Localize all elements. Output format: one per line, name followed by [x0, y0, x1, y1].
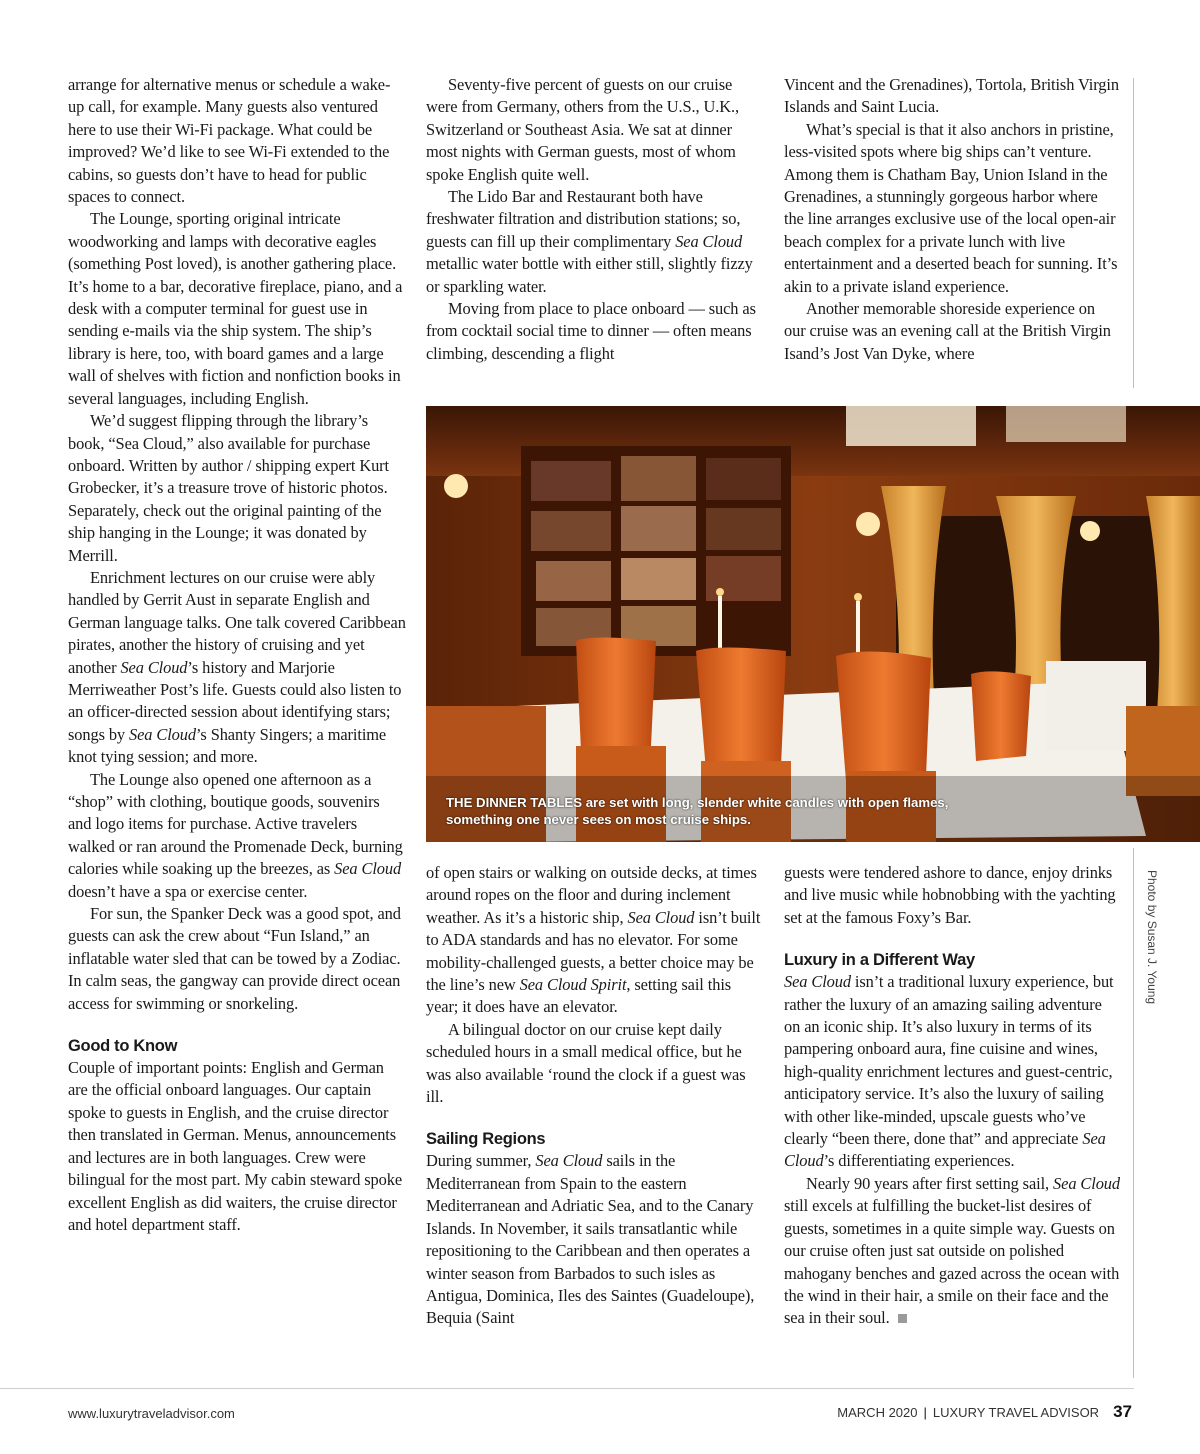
column-divider: [1133, 78, 1134, 388]
paragraph: Enrichment lectures on our cruise were ably handled by Gerrit Aust in separate English and German language talks. One talk covered Caribbean pirates, another the history of cruising and yet another Sea Cloud’s history and Marjorie Merriweather Post’s life. Guests could also listen to an officer-directed session about identifying stars; songs by Sea Cloud’s Shanty Singers; a maritime knot tying session; and more.: [68, 567, 406, 767]
paragraph: Vincent and the Grenadines), Tortola, British Virgin Islands and Saint Lucia.: [784, 75, 1119, 117]
page-number: 37: [1113, 1402, 1132, 1421]
footer-separator: |: [923, 1405, 927, 1420]
footer-magazine: LUXURY TRAVEL ADVISOR: [932, 1405, 1100, 1420]
section-heading-good-to-know: Good to Know: [68, 1037, 178, 1056]
photo-caption: THE DINNER TABLES are set with long, slender white candles with open flames, something one never sees on most cruise ships.: [446, 795, 949, 827]
paragraph: Sea Cloud isn’t a traditional luxury experience, but rather the luxury of an amazing sailing adventure on an iconic ship. It’s also luxury in terms of its pampering onboard aura, fine cuisine and wines, high-quality enrichment lectures and guest-centric, anticipatory service. It’s also the luxury of sailing with other like-minded, upscale guests who’ve clearly “been there, done that” and appreciate Sea Cloud’s differentiating experiences.: [784, 972, 1114, 1171]
paragraph: guests were tendered ashore to dance, enjoy drinks and live music while hobnobbing with the yachting set at the famous Foxy’s Bar.: [784, 863, 1116, 927]
paragraph: For sun, the Spanker Deck was a good spot, and guests can ask the crew about “Fun Island,” an inflatable water sled that can be towed by a Zodiac. In calm seas, the gangway can provide direct ocean access for swimming or snorkeling.: [68, 904, 401, 1013]
dining-room-photo: [426, 406, 1200, 842]
paragraph: arrange for alternative menus or schedule a wake-up call, for example. Many guests also ventured here to use their Wi-Fi package. What could be improved? We’d like to see Wi-Fi extended to the cabins, so guests don’t have to head for public spaces to connect.: [68, 75, 391, 207]
photo-credit: Photo by Susan J. Young: [1145, 870, 1159, 1005]
section-heading-sailing-regions: Sailing Regions: [426, 1130, 546, 1149]
paragraph: Another memorable shoreside experience on our cruise was an evening call at the British Virgin Isand’s Jost Van Dyke, where: [784, 299, 1111, 363]
paragraph: The Lounge, sporting original intricate woodworking and lamps with decorative eagles (something Post loved), is another gathering place. It’s home to a bar, decorative fireplace, piano, and a desk with a computer terminal for guest use in sending e-mails via the ship system. The ship’s library is here, too, with board games and a large wall of shelves with fiction and nonfiction books in several languages, including English.: [68, 209, 403, 408]
article-column-1: [68, 74, 406, 1236]
paragraph: What’s special is that it also anchors in pristine, less-visited spots where big ships can’t venture. Among them is Chatham Bay, Union Island in the Grenadines, a stunningly gorgeous harbor where the line arranges exclusive use of the local open-air beach complex for a private lunch with live entertainment and a deserted beach for sunning. It’s akin to a private island experience.: [784, 119, 1118, 296]
paragraph: During summer, Sea Cloud sails in the Mediterranean from Spain to the eastern Mediterranean and Adriatic Sea, and to the Canary Islands. In November, it sails transatlantic while repositioning to the Caribbean and then operates a winter season from Barbados to such isles as Antigua, Dominica, Iles des Saintes (Guadeloupe), Bequia (Saint: [426, 1151, 755, 1328]
article-column-3-bottom: [784, 862, 1120, 1330]
footer-rule: [0, 1388, 1134, 1389]
paragraph: The Lido Bar and Restaurant both have freshwater filtration and distribution stations; so, guests can fill up their complimentary Sea Cloud metallic water bottle with either still, slightly fizzy or sparkling water.: [426, 187, 753, 296]
article-column-2-bottom: [426, 862, 762, 1330]
section-heading-luxury: Luxury in a Different Way: [784, 951, 975, 970]
footer-info: [837, 1402, 1132, 1422]
paragraph: The Lounge also opened one afternoon as a “shop” with clothing, boutique goods, souvenirs and logo items for purchase. Active travelers walked or ran around the Promenade Deck, burning calories while soaking up the breezes, as Sea Cloud doesn’t have a spa or exercise center.: [68, 769, 403, 901]
article-column-2-top: [426, 74, 762, 365]
footer-issue: MARCH 2020: [837, 1405, 918, 1420]
paragraph: A bilingual doctor on our cruise kept daily scheduled hours in a small medical office, but he was also available ‘round the clock if a guest was ill.: [426, 1019, 746, 1107]
paragraph: Nearly 90 years after first setting sail, Sea Cloud still excels at fulfilling the bucket-list desires of guests, sometimes in a quite simple way. Guests on our cruise often just sat outside on polished mahogany benches and gazed across the ocean with the wind in their hair, a smile on their face and the sea in their soul.: [784, 1173, 1120, 1328]
paragraph: Seventy-five percent of guests on our cruise were from Germany, others from the U.S., U.K., Switzerland or Southeast Asia. We sat at dinner most nights with German guests, most of whom spoke English quite well.: [426, 75, 739, 184]
footer-url[interactable]: www.luxurytraveladvisor.com: [68, 1406, 235, 1421]
dining-room-illustration: [426, 406, 1200, 842]
column-divider: [1133, 848, 1134, 1378]
end-of-article-mark: [898, 1314, 907, 1323]
paragraph: Couple of important points: English and German are the official onboard languages. Our captain spoke to guests in English, and the cruise director then translated in German. Menus, announcements and lectures are in both languages. Crew were bilingual for the most part. My cabin steward spoke excellent English as did waiters, the cruise director and hotel department staff.: [68, 1058, 403, 1234]
paragraph: Moving from place to place onboard — such as from cocktail social time to dinner — often means climbing, descending a flight: [426, 299, 756, 363]
article-column-3-top: [784, 74, 1120, 365]
paragraph: of open stairs or walking on outside decks, at times around ropes on the floor and during inclement weather. As it’s a historic ship, Sea Cloud isn’t built to ADA standards and has no elevator. For some mobility-challenged guests, a better choice may be the line’s new Sea Cloud Spirit, setting sail this year; it does have an elevator.: [426, 863, 761, 1017]
paragraph: We’d suggest flipping through the library’s book, “Sea Cloud,” also available for purchase onboard. Written by author / shipping expert Kurt Grobecker, it’s a treasure trove of historic photos. Separately, check out the original painting of the ship hanging in the Lounge; it was donated by Merrill.: [68, 411, 389, 565]
